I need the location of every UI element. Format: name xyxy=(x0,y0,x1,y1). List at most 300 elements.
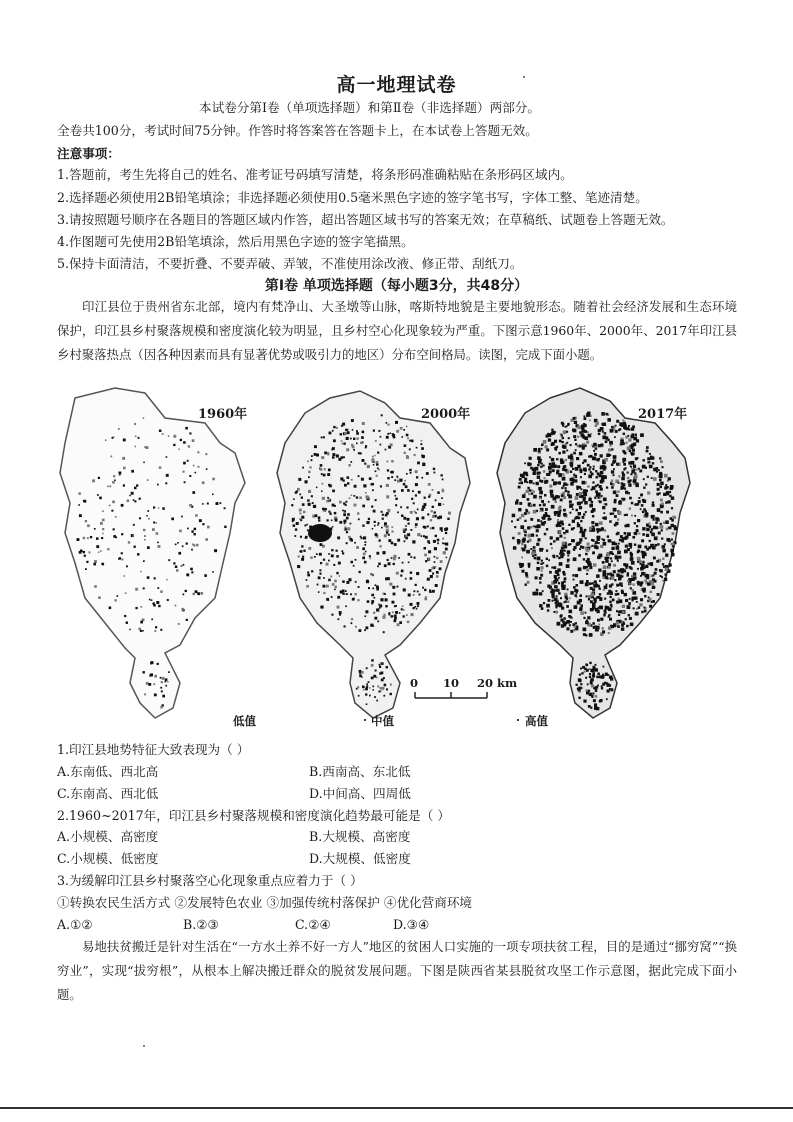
hotspot-dot xyxy=(593,563,597,567)
hotspot-dot xyxy=(552,555,555,558)
hotspot-dot xyxy=(361,478,364,481)
hotspot-dot xyxy=(442,489,444,491)
hotspot-dot xyxy=(569,597,571,599)
hotspot-dot xyxy=(672,532,675,535)
hotspot-dot xyxy=(375,670,377,672)
hotspot-dot xyxy=(569,504,573,508)
hotspot-dot xyxy=(580,527,583,530)
hotspot-dot xyxy=(427,541,429,543)
hotspot-dot xyxy=(574,421,577,424)
hotspot-dot xyxy=(583,566,586,569)
hotspot-dot xyxy=(590,433,592,435)
hotspot-dot xyxy=(551,431,555,435)
hotspot-dot xyxy=(602,674,604,676)
hotspot-dot xyxy=(585,553,588,556)
hotspot-dot xyxy=(560,521,564,525)
hotspot-dot xyxy=(619,599,623,603)
hotspot-dot xyxy=(567,424,569,426)
hotspot-dot xyxy=(102,510,104,512)
hotspot-dot xyxy=(306,524,308,526)
hotspot-dot xyxy=(566,605,569,608)
hotspot-dot xyxy=(613,474,615,476)
hotspot-dot xyxy=(582,447,585,450)
hotspot-dot xyxy=(396,572,399,575)
hotspot-dot xyxy=(341,456,344,459)
hotspot-dot xyxy=(632,536,635,539)
hotspot-dot xyxy=(567,491,569,493)
hotspot-dot xyxy=(344,432,347,435)
hotspot-dot xyxy=(414,511,416,513)
hotspot-dot xyxy=(386,495,389,498)
hotspot-dot xyxy=(582,481,586,485)
hotspot-dot xyxy=(298,478,301,481)
hotspot-dot xyxy=(140,630,142,632)
hotspot-dot xyxy=(631,597,634,600)
hotspot-dot xyxy=(373,675,376,678)
hotspot-dot xyxy=(162,507,165,510)
hotspot-dot xyxy=(386,422,388,424)
hotspot-dot xyxy=(651,601,653,603)
hotspot-dot xyxy=(656,493,659,496)
hotspot-dot xyxy=(387,469,389,471)
hotspot-dot xyxy=(131,470,134,473)
hotspot-dot xyxy=(531,534,534,537)
hotspot-dot xyxy=(303,511,305,513)
hotspot-dot xyxy=(376,700,378,702)
hotspot-dot xyxy=(344,625,346,627)
hotspot-dot xyxy=(367,600,370,603)
hotspot-dot xyxy=(637,503,639,505)
hotspot-dot xyxy=(548,438,551,441)
hotspot-dot xyxy=(609,551,612,554)
hotspot-dot xyxy=(557,496,560,499)
hotspot-dot xyxy=(562,441,564,443)
hotspot-dot xyxy=(330,576,332,578)
hotspot-dot xyxy=(375,440,377,442)
hotspot-dot xyxy=(337,606,340,609)
hotspot-dot xyxy=(94,560,97,563)
hotspot-dot xyxy=(399,479,402,482)
hotspot-dot xyxy=(194,533,196,535)
hotspot-dot xyxy=(408,562,410,564)
hotspot-dot xyxy=(403,529,405,531)
hotspot-dot xyxy=(564,545,568,549)
hotspot-dot xyxy=(598,542,600,544)
hotspot-dot xyxy=(577,502,581,506)
hotspot-dot xyxy=(550,490,554,494)
hotspot-dot xyxy=(129,629,131,631)
hotspot-dot xyxy=(537,476,540,479)
hotspot-dot xyxy=(334,512,337,515)
hotspot-dot xyxy=(351,419,354,422)
hotspot-dot xyxy=(642,533,645,536)
hotspot-dot xyxy=(551,547,553,549)
hotspot-dot xyxy=(592,693,594,695)
hotspot-dot xyxy=(625,436,628,439)
hotspot-dot xyxy=(626,514,628,516)
hotspot-dot xyxy=(573,548,576,551)
hotspot-dot xyxy=(371,600,374,603)
hotspot-dot xyxy=(517,539,520,542)
hotspot-dot xyxy=(539,604,542,607)
hotspot-dot xyxy=(541,522,545,526)
hotspot-dot xyxy=(347,431,350,434)
hotspot-dot xyxy=(373,689,375,691)
hotspot-dot xyxy=(638,545,642,549)
question-option: A.小规模、高密度 xyxy=(57,829,159,844)
hotspot-dot xyxy=(161,690,163,692)
hotspot-dot xyxy=(609,573,612,576)
hotspot-dot xyxy=(599,580,601,582)
hotspot-dot xyxy=(561,555,563,557)
hotspot-dot xyxy=(600,699,603,702)
hotspot-dot xyxy=(633,572,636,575)
hotspot-dot xyxy=(541,560,543,562)
hotspot-dot xyxy=(327,473,330,476)
hotspot-dot xyxy=(617,491,619,493)
hotspot-dot xyxy=(122,457,125,460)
hotspot-dot xyxy=(123,484,125,486)
hotspot-dot xyxy=(407,533,410,536)
hotspot-dot xyxy=(96,537,99,540)
hotspot-dot xyxy=(640,494,643,497)
hotspot-dot xyxy=(207,503,209,505)
hotspot-dot xyxy=(406,426,408,428)
scan-speck xyxy=(523,76,525,78)
hotspot-dot xyxy=(522,570,525,573)
hotspot-dot xyxy=(610,604,612,606)
hotspot-dot xyxy=(575,574,578,577)
hotspot-dot xyxy=(628,439,631,442)
hotspot-dot xyxy=(670,485,674,489)
hotspot-dot xyxy=(391,615,393,617)
hotspot-dot xyxy=(407,489,410,492)
hotspot-dot xyxy=(572,468,574,470)
hotspot-dot xyxy=(603,565,607,569)
hotspot-dot xyxy=(202,481,205,484)
hotspot-dot xyxy=(641,551,643,553)
question-stem: 1.印江县地势特征大致表现为（ ） xyxy=(57,742,250,757)
hotspot-dot xyxy=(182,545,184,547)
hotspot-dot xyxy=(136,484,138,486)
hotspot-dot xyxy=(524,534,526,536)
hotspot-dot xyxy=(651,477,653,479)
hotspot-dot xyxy=(543,602,545,604)
hotspot-dot xyxy=(628,614,630,616)
hotspot-dot xyxy=(98,552,100,554)
hotspot-dot xyxy=(379,604,382,607)
hotspot-dot xyxy=(607,535,609,537)
hotspot-dot xyxy=(600,454,603,457)
hotspot-dot xyxy=(599,593,601,595)
hotspot-dot xyxy=(584,415,586,417)
hotspot-dot xyxy=(336,555,339,558)
hotspot-dot xyxy=(584,430,587,433)
hotspot-dot xyxy=(612,541,616,545)
hotspot-dot xyxy=(444,543,446,545)
hotspot-dot xyxy=(594,601,597,604)
hotspot-dot xyxy=(377,468,379,470)
hotspot-dot xyxy=(554,447,557,450)
hotspot-dot xyxy=(553,540,555,542)
hotspot-dot xyxy=(532,592,536,596)
hotspot-dot xyxy=(379,539,381,541)
hotspot-dot xyxy=(658,532,661,535)
hotspot-dot xyxy=(155,626,157,628)
hotspot-dot xyxy=(381,511,383,513)
hotspot-dot xyxy=(640,433,644,437)
hotspot-dot xyxy=(442,538,444,540)
hotspot-dot xyxy=(627,532,631,536)
hotspot-dot xyxy=(194,528,197,531)
hotspot-dot xyxy=(626,567,628,569)
hotspot-dot xyxy=(403,615,405,617)
hotspot-dot xyxy=(292,518,295,521)
hotspot-dot xyxy=(659,473,663,477)
notice-heading: 注意事项： xyxy=(57,146,120,161)
hotspot-dot xyxy=(345,504,347,506)
question-option: B.大规模、高密度 xyxy=(309,829,411,844)
hotspot-dot xyxy=(405,485,408,488)
hotspot-dot xyxy=(362,686,365,689)
hotspot-dot xyxy=(657,483,660,486)
hotspot-dot xyxy=(347,527,350,530)
hotspot-dot xyxy=(549,485,552,488)
hotspot-dot xyxy=(371,664,374,667)
hotspot-dot xyxy=(187,528,189,530)
hotspot-dot xyxy=(380,444,382,446)
hotspot-dot xyxy=(579,492,582,495)
hotspot-dot xyxy=(578,697,580,699)
hotspot-dot xyxy=(191,549,193,551)
hotspot-dot xyxy=(417,602,420,605)
hotspot-dot xyxy=(296,522,299,525)
hotspot-dot xyxy=(563,430,567,434)
hotspot-dot xyxy=(224,526,226,528)
hotspot-dot xyxy=(430,527,432,529)
hotspot-dot xyxy=(131,492,134,495)
hotspot-dot xyxy=(624,532,627,535)
hotspot-dot xyxy=(388,534,390,536)
hotspot-dot xyxy=(112,481,115,484)
hotspot-dot xyxy=(598,444,601,447)
hotspot-dot xyxy=(128,541,130,543)
hotspot-dot xyxy=(673,525,676,528)
hotspot-dot xyxy=(594,497,596,499)
hotspot-dot xyxy=(146,515,148,517)
hotspot-dot xyxy=(430,575,433,578)
hotspot-dot xyxy=(554,511,557,514)
hotspot-dot xyxy=(578,554,581,557)
hotspot-dot xyxy=(304,525,306,527)
hotspot-dot xyxy=(519,563,522,566)
hotspot-dot xyxy=(608,590,611,593)
hotspot-dot xyxy=(572,539,575,542)
hotspot-dot xyxy=(325,508,327,510)
hotspot-dot xyxy=(604,586,608,590)
hotspot-dot xyxy=(143,671,145,673)
hotspot-dot xyxy=(631,468,633,470)
hotspot-dot xyxy=(417,533,420,536)
hotspot-dot xyxy=(610,678,613,681)
hotspot-dot xyxy=(643,487,645,489)
hotspot-dot xyxy=(665,501,668,504)
hotspot-dot xyxy=(158,545,161,548)
hotspot-dot xyxy=(633,483,635,485)
hotspot-dot xyxy=(646,534,649,537)
hotspot-dot xyxy=(157,663,159,665)
hotspot-dot xyxy=(359,452,361,454)
hotspot-dot xyxy=(618,501,622,505)
hotspot-dot xyxy=(622,474,625,477)
hotspot-dot xyxy=(537,562,540,565)
hotspot-dot xyxy=(595,447,598,450)
hotspot-dot xyxy=(611,426,614,429)
hotspot-dot xyxy=(439,567,442,570)
hotspot-dot xyxy=(378,522,380,524)
hotspot-dot xyxy=(556,555,558,557)
hotspot-dot xyxy=(638,500,641,503)
hotspot-dot xyxy=(411,613,414,616)
hotspot-dot xyxy=(575,496,579,500)
hotspot-dot xyxy=(115,536,117,538)
hotspot-dot xyxy=(552,469,555,472)
hotspot-dot xyxy=(429,569,432,572)
hotspot-dot xyxy=(576,584,579,587)
hotspot-dot xyxy=(308,490,311,493)
hotspot-dot xyxy=(613,570,616,573)
hotspot-dot xyxy=(307,571,309,573)
hotspot-dot xyxy=(362,459,365,462)
hotspot-dot xyxy=(575,443,577,445)
hotspot-dot xyxy=(628,602,631,605)
legend-mid-marker: · xyxy=(363,713,368,727)
question-choices: ①转换农民生活方式 ②发展特色农业 ③加强传统村落保护 ④优化营商环境 xyxy=(57,895,473,910)
hotspot-dot xyxy=(607,418,611,422)
hotspot-dot xyxy=(564,487,566,489)
hotspot-dot xyxy=(154,577,156,579)
hotspot-dot xyxy=(382,551,385,554)
hotspot-dot xyxy=(395,504,397,506)
hotspot-dot xyxy=(192,544,194,546)
hotspot-dot xyxy=(323,585,326,588)
hotspot-dot xyxy=(415,584,417,586)
hotspot-dot xyxy=(666,491,669,494)
hotspot-dot xyxy=(613,468,615,470)
hotspot-dot xyxy=(446,557,448,559)
hotspot-dot xyxy=(539,581,541,583)
hotspot-dot xyxy=(166,456,168,458)
hotspot-dot xyxy=(563,482,567,486)
hotspot-dot xyxy=(121,533,123,535)
hotspot-dot xyxy=(374,455,376,457)
legend-high: 高值 xyxy=(525,714,548,728)
hotspot-dot xyxy=(318,576,321,579)
hotspot-dot xyxy=(549,470,552,473)
hotspot-dot xyxy=(633,479,637,483)
hotspot-dot xyxy=(351,495,353,497)
hotspot-dot xyxy=(589,419,591,421)
hotspot-dot xyxy=(359,675,362,678)
hotspot-dot xyxy=(385,598,388,601)
hotspot-dot xyxy=(622,605,625,608)
hotspot-dot xyxy=(89,551,91,553)
hotspot-dot xyxy=(400,575,402,577)
hotspot-dot xyxy=(619,539,622,542)
hotspot-dot xyxy=(605,673,607,675)
hotspot-dot xyxy=(184,481,186,483)
hotspot-dot xyxy=(595,608,599,612)
hotspot-dot xyxy=(403,517,406,520)
legend-mid: 中值 xyxy=(371,714,394,728)
hotspot-dot xyxy=(305,480,308,483)
hotspot-dot xyxy=(425,536,428,539)
hotspot-dot xyxy=(401,489,404,492)
hotspot-dot xyxy=(588,456,590,458)
hotspot-dot xyxy=(633,437,637,441)
hotspot-dot xyxy=(660,486,663,489)
hotspot-dot xyxy=(602,576,605,579)
legend-low: 低值 xyxy=(233,714,256,728)
hotspot-dot xyxy=(377,685,379,687)
hotspot-dot xyxy=(97,494,99,496)
hotspot-dot xyxy=(135,607,137,609)
hotspot-dot xyxy=(412,490,414,492)
hotspot-dot xyxy=(190,568,193,571)
hotspot-dot xyxy=(646,528,650,532)
hotspot-dot xyxy=(339,575,341,577)
hotspot-dot xyxy=(212,571,214,573)
hotspot-dot xyxy=(551,443,554,446)
hotspot-dot xyxy=(143,587,145,589)
hotspot-dot xyxy=(662,563,664,565)
hotspot-dot xyxy=(596,707,599,710)
hotspot-dot xyxy=(623,468,625,470)
hotspot-dot xyxy=(603,539,605,541)
hotspot-dot xyxy=(611,448,613,450)
hotspot-dot xyxy=(397,539,400,542)
hotspot-dot xyxy=(435,535,437,537)
hotspot-dot xyxy=(121,504,124,507)
hotspot-dot xyxy=(665,484,667,486)
hotspot-dot xyxy=(558,582,560,584)
hotspot-dot xyxy=(380,662,382,664)
hotspot-dot xyxy=(574,626,576,628)
hotspot-dot xyxy=(336,454,339,457)
hotspot-dot xyxy=(366,683,368,685)
hotspot-dot xyxy=(558,452,561,455)
hotspot-dot xyxy=(296,491,298,493)
hotspot-dot xyxy=(390,443,393,446)
hotspot-dot xyxy=(320,543,323,546)
hotspot-dot xyxy=(573,586,576,589)
hotspot-dot xyxy=(364,561,367,564)
hotspot-dot xyxy=(579,679,582,682)
hotspot-dot xyxy=(401,515,404,518)
hotspot-dot xyxy=(640,598,643,601)
hotspot-dot xyxy=(327,519,329,521)
hotspot-dot xyxy=(597,531,599,533)
hotspot-dot xyxy=(437,542,439,544)
hotspot-dot xyxy=(625,618,627,620)
hotspot-dot xyxy=(652,600,655,603)
hotspot-dot xyxy=(595,523,599,527)
hotspot-dot xyxy=(601,527,603,529)
hotspot-dot xyxy=(147,479,149,481)
hotspot-dot xyxy=(625,599,628,602)
hotspot-dot xyxy=(511,520,513,522)
hotspot-dot xyxy=(191,530,193,532)
